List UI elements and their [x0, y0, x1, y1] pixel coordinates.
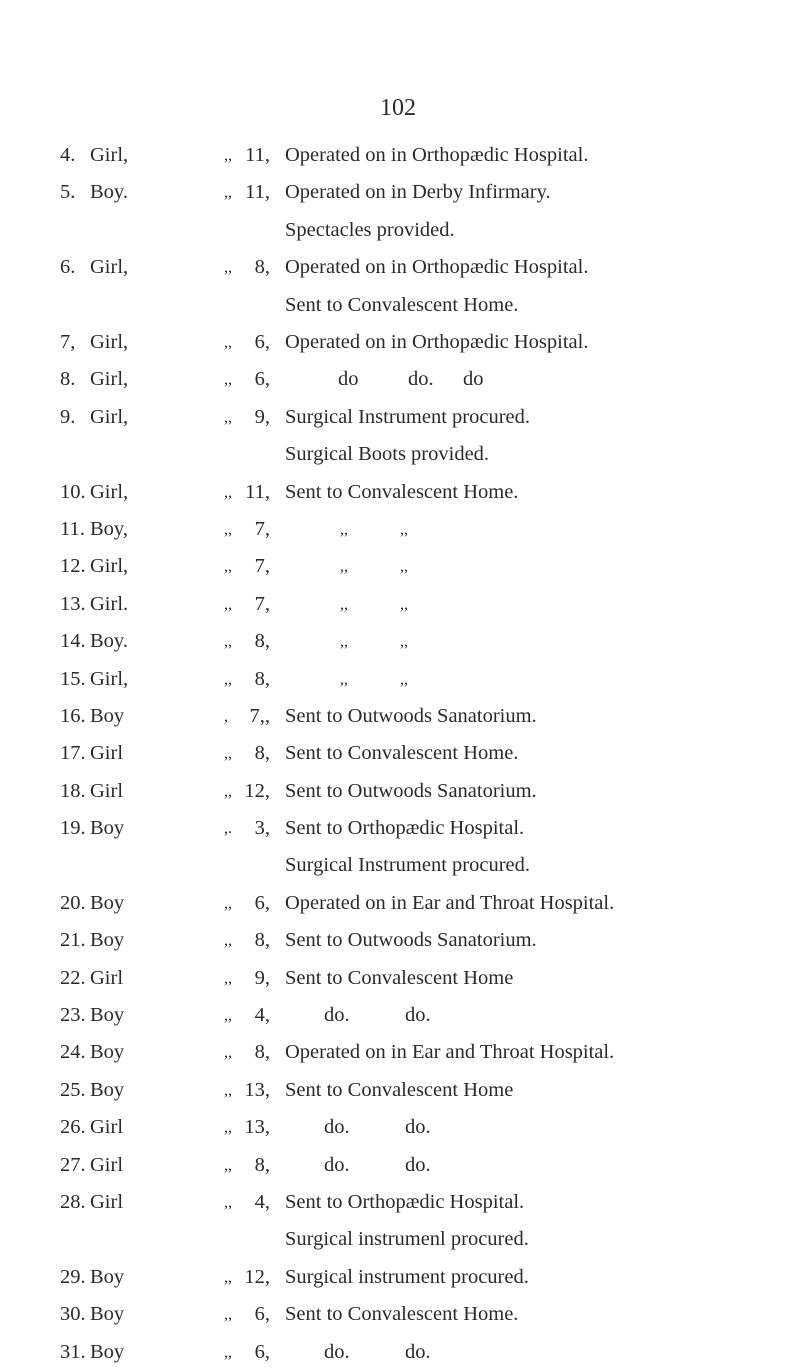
- ditto-mark: ,,: [224, 1081, 232, 1099]
- record-sex: Girl,: [90, 480, 129, 503]
- record-age: 9,: [254, 405, 270, 428]
- ditto-mark: ,,: [224, 1343, 232, 1361]
- record-age: 8,: [254, 1041, 270, 1064]
- ditto-mark: ,.: [224, 820, 232, 838]
- record-age: 7,: [254, 555, 270, 578]
- record-remark: Surgical instrumenl procured.: [285, 1228, 529, 1251]
- record-number: 28.: [60, 1191, 86, 1213]
- record-number: 11.: [60, 517, 85, 540]
- record-sex: Boy: [90, 1041, 125, 1064]
- record-age: 6,: [254, 330, 270, 353]
- record-remark: Sent to Convalescent Home.: [285, 1303, 519, 1326]
- ditto-mark: ,,: [400, 520, 408, 538]
- record-number: 25.: [60, 1078, 86, 1101]
- record-remark: Sent to Outwoods Sanatorium.: [285, 779, 537, 802]
- ditto-mark: ,,: [400, 595, 408, 613]
- record-sex: Girl: [90, 966, 124, 989]
- record-remark: Sent to Convalescent Home.: [285, 480, 519, 503]
- ditto-mark: ,,: [224, 745, 232, 763]
- record-number: 15.: [60, 667, 86, 690]
- record-age: 13,: [244, 1116, 270, 1139]
- record-age: 8,: [254, 1153, 270, 1176]
- record-row: [0, 1259, 800, 1296]
- record-sex: Boy: [90, 817, 125, 840]
- ditto-mark: ,,: [400, 670, 408, 688]
- ditto-word: do.: [405, 1116, 431, 1139]
- ditto-mark: ,,: [340, 670, 348, 688]
- record-row: [0, 1109, 800, 1146]
- record-sex: Boy.: [90, 181, 128, 204]
- record-remark: Sent to Outwoods Sanatorium.: [285, 704, 537, 727]
- record-sex: Boy: [90, 891, 125, 914]
- ditto-mark: ,,: [224, 558, 232, 576]
- ditto-mark: ,,: [224, 333, 232, 351]
- record-remark: Sent to Orthopædic Hospital.: [285, 817, 525, 840]
- ditto-word: do: [463, 368, 484, 391]
- record-age: 4,: [254, 1191, 270, 1213]
- record-sex: Boy: [90, 1078, 125, 1101]
- record-remark: Sent to Convalescent Home.: [285, 293, 519, 316]
- record-age: 8,: [254, 256, 270, 279]
- ditto-mark: ,,: [224, 1194, 232, 1211]
- record-number: 19.: [60, 817, 86, 840]
- record-row: [0, 174, 800, 249]
- record-sex: Boy: [90, 1303, 125, 1326]
- record-number: 21.: [60, 929, 86, 952]
- record-age: 11,: [245, 480, 270, 503]
- record-number: 27.: [60, 1153, 86, 1176]
- ditto-mark: ,,: [224, 520, 232, 538]
- record-sex: Boy: [90, 1004, 125, 1027]
- record-row: [0, 511, 800, 548]
- record-age: 8,: [254, 667, 270, 690]
- record-number: 12.: [60, 555, 86, 578]
- record-remark: Sent to Convalescent Home: [285, 1078, 514, 1101]
- record-row: [0, 922, 800, 959]
- ditto-mark: ,,: [224, 633, 232, 651]
- ditto-word: do.: [324, 1153, 350, 1176]
- record-remark: Sent to Convalescent Home: [285, 966, 514, 989]
- record-age: 3,: [254, 817, 270, 840]
- record-age: 8,: [254, 742, 270, 765]
- record-number: 31.: [60, 1340, 86, 1363]
- record-row: [0, 548, 800, 585]
- ditto-word: do.: [405, 1340, 431, 1363]
- record-row: [0, 810, 800, 885]
- record-row: [0, 885, 800, 922]
- ditto-mark: ,,: [224, 147, 232, 164]
- record-row: [0, 698, 800, 735]
- record-sex: Boy,: [90, 517, 128, 540]
- record-sex: Girl: [90, 1153, 124, 1176]
- ditto-mark: ,,: [224, 259, 232, 277]
- record-number: 18.: [60, 779, 86, 802]
- record-remark: Operated on in Ear and Throat Hospital.: [285, 891, 615, 914]
- ditto-mark: ,,: [224, 595, 232, 613]
- record-sex: Girl.: [90, 592, 129, 615]
- record-remark: Operated on in Orthopædic Hospital.: [285, 330, 589, 353]
- record-row: [0, 586, 800, 623]
- record-age: 6,: [254, 891, 270, 914]
- record-remark: Sent to Outwoods Sanatorium.: [285, 929, 537, 952]
- record-number: 22.: [60, 966, 86, 989]
- record-number: 9.: [60, 405, 76, 428]
- record-age: 13,: [244, 1078, 270, 1101]
- record-row: [0, 474, 800, 511]
- record-row: [0, 361, 800, 398]
- record-number: 24.: [60, 1041, 86, 1064]
- record-sex: Boy: [90, 929, 125, 952]
- ditto-mark: ,,: [224, 1306, 232, 1324]
- page-number: 102: [380, 95, 416, 121]
- record-row: [0, 997, 800, 1034]
- record-number: 16.: [60, 704, 86, 727]
- ditto-mark: ,,: [224, 1007, 232, 1025]
- ditto-word: do.: [324, 1340, 350, 1363]
- record-age: 7,,: [249, 704, 270, 727]
- record-number: 8.: [60, 368, 76, 391]
- record-row: [0, 960, 800, 997]
- record-age: 6,: [254, 368, 270, 391]
- record-row: [0, 324, 800, 361]
- record-remark: Operated on in Derby Infirmary.: [285, 181, 551, 204]
- ditto-mark: ,,: [340, 558, 348, 576]
- record-sex: Girl,: [90, 256, 129, 279]
- record-age: 11,: [245, 144, 270, 166]
- record-age: 12,: [244, 779, 270, 802]
- record-remark: Sent to Orthopædic Hospital.: [285, 1191, 525, 1213]
- record-number: 6.: [60, 256, 76, 279]
- record-row: [0, 623, 800, 660]
- record-sex: Girl,: [90, 555, 129, 578]
- record-number: 23.: [60, 1004, 86, 1027]
- record-age: 11,: [245, 181, 270, 204]
- record-number: 7,: [60, 330, 76, 353]
- record-sex: Boy.: [90, 630, 128, 653]
- record-remark: Operated on in Ear and Throat Hospital.: [285, 1041, 615, 1064]
- ditto-word: do.: [405, 1153, 431, 1176]
- ditto-mark: ,: [224, 707, 228, 725]
- record-age: 12,: [244, 1265, 270, 1288]
- record-sex: Girl,: [90, 368, 129, 391]
- ditto-mark: ,,: [224, 932, 232, 950]
- ditto-mark: ,,: [224, 782, 232, 800]
- ditto-word: do.: [324, 1004, 350, 1027]
- record-sex: Boy: [90, 704, 125, 727]
- ditto-word: do: [338, 368, 359, 391]
- record-sex: Girl,: [90, 144, 129, 166]
- record-row: [0, 1147, 800, 1184]
- record-remark: Operated on in Orthopædic Hospital.: [285, 144, 589, 166]
- record-sex: Girl,: [90, 330, 129, 353]
- ditto-mark: ,,: [224, 483, 232, 501]
- records-list: [0, 137, 800, 1371]
- record-number: 30.: [60, 1303, 86, 1326]
- ditto-mark: ,,: [340, 633, 348, 651]
- ditto-word: do.: [405, 1004, 431, 1027]
- record-remark: Surgical instrument procured.: [285, 1265, 529, 1288]
- record-row: [0, 1184, 800, 1259]
- record-number: 29.: [60, 1265, 86, 1288]
- record-number: 26.: [60, 1116, 86, 1139]
- record-number: 20.: [60, 891, 86, 914]
- ditto-mark: ,,: [224, 371, 232, 389]
- record-sex: Boy: [90, 1340, 125, 1363]
- record-age: 6,: [254, 1303, 270, 1326]
- ditto-mark: ,,: [340, 520, 348, 538]
- record-remark: Operated on in Orthopædic Hospital.: [285, 256, 589, 279]
- record-sex: Girl: [90, 779, 124, 802]
- ditto-mark: ,,: [400, 633, 408, 651]
- record-row: [0, 137, 800, 174]
- ditto-mark: ,,: [224, 894, 232, 912]
- record-age: 8,: [254, 929, 270, 952]
- record-sex: Girl,: [90, 405, 129, 428]
- ditto-word: do.: [324, 1116, 350, 1139]
- record-remark: Surgical Instrument procured.: [285, 405, 530, 428]
- record-row: [0, 1034, 800, 1071]
- record-remark: Sent to Convalescent Home.: [285, 742, 519, 765]
- record-age: 4,: [254, 1004, 270, 1027]
- record-remark: Spectacles provided.: [285, 218, 455, 241]
- record-age: 7,: [254, 517, 270, 540]
- record-age: 6,: [254, 1340, 270, 1363]
- ditto-mark: ,,: [224, 408, 232, 426]
- ditto-mark: ,,: [224, 1156, 232, 1174]
- record-remark: Surgical Boots provided.: [285, 443, 490, 466]
- record-row: [0, 1334, 800, 1371]
- record-row: [0, 1296, 800, 1333]
- record-row: [0, 661, 800, 698]
- record-row: [0, 399, 800, 474]
- record-sex: Girl: [90, 1191, 124, 1213]
- record-number: 17.: [60, 742, 86, 765]
- record-row: [0, 1072, 800, 1109]
- record-number: 14.: [60, 630, 86, 653]
- record-number: 5.: [60, 181, 76, 204]
- ditto-mark: ,,: [400, 558, 408, 576]
- record-number: 4.: [60, 144, 76, 166]
- record-sex: Girl,: [90, 667, 129, 690]
- ditto-mark: ,,: [340, 595, 348, 613]
- record-row: [0, 773, 800, 810]
- record-number: 13.: [60, 592, 86, 615]
- ditto-mark: ,,: [224, 1119, 232, 1137]
- ditto-word: do.: [408, 368, 434, 391]
- ditto-mark: ,,: [224, 1268, 232, 1286]
- record-remark: Surgical Instrument procured.: [285, 854, 530, 877]
- record-age: 8,: [254, 630, 270, 653]
- ditto-mark: ,,: [224, 670, 232, 688]
- record-age: 7,: [254, 592, 270, 615]
- record-sex: Boy: [90, 1265, 125, 1288]
- record-number: 10.: [60, 480, 86, 503]
- ditto-mark: ,,: [224, 184, 232, 202]
- record-age: 9,: [254, 966, 270, 989]
- record-row: [0, 249, 800, 324]
- record-sex: Girl: [90, 1116, 124, 1139]
- record-row: [0, 735, 800, 772]
- ditto-mark: ,,: [224, 1044, 232, 1062]
- record-sex: Girl: [90, 742, 124, 765]
- ditto-mark: ,,: [224, 969, 232, 987]
